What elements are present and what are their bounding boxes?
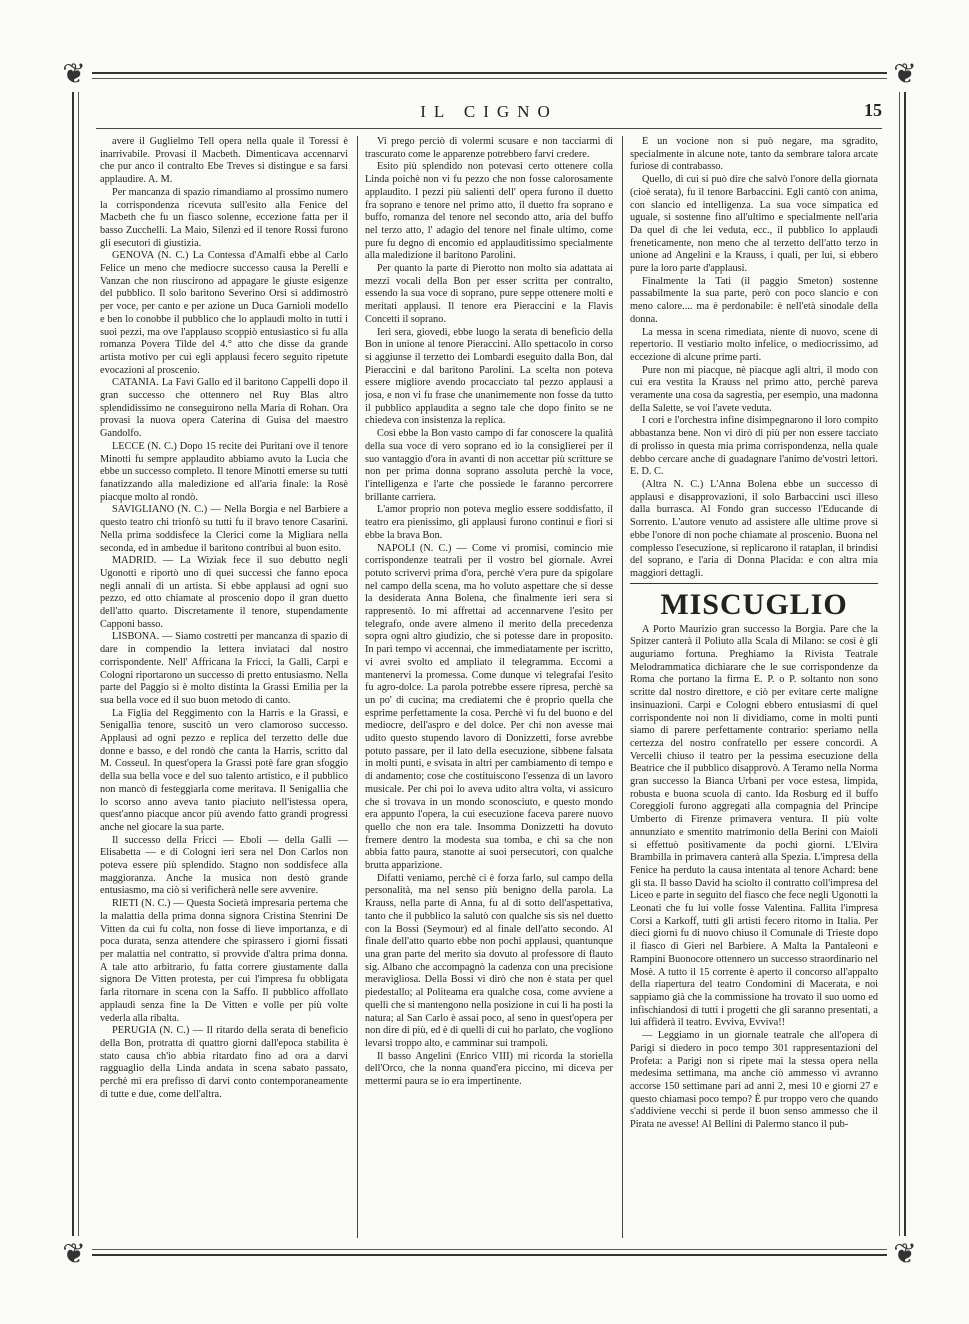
paragraph: Pure non mi piacque, nè piacque agli altri, il modo con cui era vestita la Krauss nel primo atto, perchè pareva veramente una cosa da sagrestia, per esempio, una madonna della Salette, se voi l'avete veduta.	[630, 364, 878, 414]
paragraph: Per mancanza di spazio rimandiamo al prossimo numero la corrispondenza ricevuta sull'esito alla Fenice del Macbeth che fu un fiasco solenne, eccezione fatta per il basso Zucchelli. La Maio, Silenzi ed il tenore Rossi furono gli esecutori di giustizia.	[100, 186, 348, 249]
ornament-corner-icon: ❦	[887, 56, 923, 92]
paragraph: — Leggiamo in un giornale teatrale che all'opera di Parigi si diedero in poco tempo 301 rappresentazioni del Profeta: a Parigi non si ripete mai la stessa opera nella medesima settimana, ma anche ciò ammesso vi avranno accorse 150 settimane pari ad anni 2, mesi 10 e giorni 27 e questo chiamasi poco tempo? È pur troppo vero che quando s'addiviene vecchi si perde il buon senso ammesso che il Pirata ne avesse! Al Bellini di Palermo stanco il pub-	[630, 1030, 878, 1131]
paragraph: A Porto Maurizio gran successo la Borgia. Pare che la Spitzer canterà il Poliuto alla Scala di Milano: se così è gli auguriamo fortuna. Preghiamo la Rivista Teatrale Melodrammatica dichiarare che le sue corrispondenze da Roma che portano la firma E. P. o P. soltanto non sono scritte dal nostro direttore, e ciò per evitare certe maligne insinuazioni. Carpi e Cologni ebbero entusiasmi di quel corrispondente noi non li dividiamo, come in molti punti siamo di parere perfettamente contrario: speriamo nella certezza del nostro confratello per essere concordi. A Vercelli chiuso il teatro per la pessima esecuzione della Beatrice che il pubblico disapprovò. A Teramo nella Norma gran successo la Bianca Urbani per voce estesa, limpida, robusta e buona scuola di canto. Ida Rosburg ed il buffo Coreggioli furono aggregati alla compagnia del Principe Umberto di Firenze primavera ventura. Il più volte annunziato e smentito matrimonio della Berini con Maioli si effettuò positivamente da pochi giorni. L'Elvira Brambilla in primavera canterà alla Spezia. L'impresa della Fenice ha perduto la causa intentata al tenore Achard: bene gli sta. Il basso David ha sciolto il contratto coll'impresa del Liceo e parte in seguito del fiasco che fece negli Ugonotti la Leonati che fu lui volle fosse Valentina. Fallita l'impresa Corsi a Karkoff, tutti gli artisti fecero ritorno in Italia. Per dieci giorni fu di nuovo chiuso il Comunale di Trieste dopo il fiasco di Gieri nel Barbiere. A Malta la Pantaleoni e Rampini Buonocore ottennero un successo straordinario nel Mosè. A tutto il 15 corrente è aperto il concorso all'appalto della riapertura del teatro Condomini di Macerata, e noi sappiamo già che la commissione ha trovato il suo uomo ed infischiandosi di tutti i progetti che gli saranno presentati, a lui affiderà il teatro. Evviva, Evviva!!	[630, 623, 878, 1029]
paragraph: LECCE (N. C.) Dopo 15 recite dei Puritani ove il tenore Minotti fu sempre applaudito abbiamo avuto la Lucia che ebbe un successo completo. Il tenore Minotti emerse su tutti fanatizzando alla maledizione ed all'aria finale: la Rosè piacque molto al rondò.	[100, 440, 348, 503]
ornament-corner-icon: ❦	[56, 56, 92, 92]
paragraph: PERUGIA (N. C.) — Il ritardo della serata di beneficio della Bon, protratta di quattro giorni dall'epoca stabilita è stato causa ch'io abbia ritardato fino ad ora a darvi ragguaglio della Linda andata in scena sabato passato, perchè mi era prefisso di darvi conto contemporaneamente di tutte e due, come dell'altra.	[100, 1025, 348, 1100]
paragraph: Vi prego perciò di volermi scusare e non tacciarmi di trascurato come le apparenze potrebbero farvi credere.	[365, 136, 613, 160]
journal-title: IL CIGNO	[420, 102, 558, 121]
column-2	[365, 136, 613, 1240]
paragraph: È un vocione non si può negare, ma sgradito, specialmente in alcune note, tanto da sembrare talora arcate furiose di contrabasso.	[630, 136, 878, 173]
paragraph: Il basso Angelini (Enrico VIII) mi ricorda la storiella dell'Orco, che la nonna quand'era piccino, mi diceva per mettermi paura se io era impertinente.	[365, 1050, 613, 1088]
running-header	[96, 100, 882, 129]
paragraph: Per quanto la parte di Pierotto non molto sia adattata ai mezzi vocali della Bon per esser scritta per contralto, essendo la sua voce di soprano, pure seppe ottenere molti e meritati applausi. Il tenore era Pieraccini e la Flavis Concetti il soprano.	[365, 263, 613, 325]
paragraph: Così ebbe la Bon vasto campo di far conoscere la qualità della sua voce di vero soprano ed io la consiglierei per il suo vantaggio d'ora in avanti di non accettar più scritture se non per prima donna soprano assoluta perchè la voce, l'intelligenza e l'arte che possiede le faranno percorrere brillante carriera.	[365, 428, 613, 503]
paragraph: RIETI (N. C.) — Questa Società impresaria pertema che la malattia della prima donna signora Cristina Stenrini De Vitten da cui fu colta, non fosse di lieve importanza, e di poca durata, senza attendere che spirassero i giorni fissati per malattia nel contratto, si provvide d'altra prima donna. A tale atto arbitrario, fu fatta correre giustamente dalla signora De Vitten protesta, per cui l'impresa fu obbligata farla ritornare in scena con la Saffo. Il pubblico affollato applaudì senza fine la De Vitten e volle per più volte vederla alla ribalta.	[100, 898, 348, 1024]
paragraph: Esito più splendido non potevasi certo ottenere colla Linda poichè non vi fu pezzo che non fosse calorosamente applaudito. I pezzi più salienti dell' opera furono il duetto fra soprano e tenore nel primo atto, il duetto fra soprano e buffo, romanza del tenore nel secondo atto, aria del buffo nel terzo atto, l' adagio del tenore nel finale ultimo, come pure fu degno di encomio ed applauditissimo specialmente alla maledizione il baritono Parolini.	[365, 161, 613, 262]
page-number: 15	[864, 100, 882, 120]
ornament-corner-icon: ❦	[56, 1236, 92, 1272]
ornament-corner-icon: ❦	[887, 1236, 923, 1272]
section-rule	[630, 583, 878, 584]
paragraph: CATANIA. La Favi Gallo ed il baritono Cappelli dopo il gran successo che ottennero nel Ruy Blas altro splendidissimo ne conseguirono nella Maria di Rohan. Ora provasi la nuova opera Caterina di Guisa del maestro Gandolfo.	[100, 377, 348, 440]
paragraph: Il successo della Fricci — Eboli — della Galli — Elisabetta — e di Cologni ieri sera nel Don Carlos non poteva essere più splendido. Stagno non soddisfece alla maggioranza. Anche la musica non destò grande entusiasmo, ma ciò si verificherà nelle sere avvenire.	[100, 834, 348, 897]
paragraph: SAVIGLIANO (N. C.) — Nella Borgia e nel Barbiere a questo teatro chi trionfò su tutti fu il bravo tenore Casarini. Nella prima soddisfece la Clerici come la Migliara nella seconda, ed in ambedue il baritono contribuì al buon esito.	[100, 504, 348, 554]
section-heading: MISCUGLIO	[660, 587, 848, 621]
paragraph: Difatti veniamo, perchè ci è forza farlo, sul campo della personalità, ma nel senso più benigno della parola. La Krauss, nella parte di Anna, fu al di sotto dell'aspettativa, tanto che il pubblico la salutò con qualche sis sis nel duetto con la Bossi (Seymour) ed al finale dell'atto secondo. Al finale dell'atto quarto ebbe non pochi applausi, quantunque una gran parte del merito sia dovuto al professore di flauto sig. Albano che accompagnò la cadenza con una precisione meravigliosa. Della Bossi vi dirò che non è stata per quel piedestallo; al Politeama era qualche cosa, come avviene a quelli che si mantengono nella posizione in cui li ha posti la natura; al San Carlo è assai poco, al seno in quest'opera per non dire di più, ed è di quelli di cui ho parlato, che vogliono levarsi troppo alto, e camminar sui trampoli.	[365, 872, 613, 1049]
paragraph: I cori e l'orchestra infine disimpegnarono il loro compito abbastanza bene. Non vi dirò di più per non essere tacciato di prolisso in questa mia prima corrispondenza, nella quale debbo cercare anche di guadagnare l'animo de'vostri lettori. E. D. C.	[630, 415, 878, 478]
article-body	[100, 136, 878, 1240]
paragraph: (Altra N. C.) L'Anna Bolena ebbe un successo di applausi e disapprovazioni, il solo Barbaccini uscì illeso dalla burrasca. Al Fondo gran successo l'Educande di Sorrento. L'autore venuto ad assistere alle ultime prove si ebbe l'onore di non poche chiamate al proscenio. Buona nel complesso l'esecuzione, si replicarono il rataplan, il brindisi del soprano, e l'aria di Donna Placida: e con altra mia maggiori dettagli.	[630, 478, 878, 579]
paragraph: La Figlia del Reggimento con la Harris e la Grassi, e Senigallia tenore, suscitò un vero clamoroso successo. Applausi ad ogni pezzo e replica del terzetto delle due donne e basso, e del rondò che canta la Harris, scritto dal M. Cosseul. In quest'opera la Grassi potè fare gran sfoggio della sua bella voce e del suo talento artistico, e il pubblico non mancò di festeggiarla come meritava. Il Senigallia che lo scorso anno aveva tanto piaciuto nell'istessa opera, quest'anno piacque ancor più avendo fatto grandi progressi anche nel giocare la sua parte.	[100, 707, 348, 833]
column-3	[630, 136, 878, 1240]
paragraph: Finalmente la Tati (il paggio Smeton) sostenne passabilmente la sua parte, però con poco slancio e con meno calore.... ma è perdonabile: è nell'età sinodale della donna.	[630, 275, 878, 325]
paragraph: LISBONA. — Siamo costretti per mancanza di spazio di dare in compendio la lettera inviataci dal nostro corrispondente. Nell' Affricana la Fricci, la Galli, Carpi e Cologni riportarono un successo di pretto entusiasmo. Nella parte del Paggio si è molto distinta la Grassi Emilia per la sua bella voce ed il suo buon metodo di canto.	[100, 631, 348, 706]
paragraph: GENOVA (N. C.) La Contessa d'Amalfi ebbe al Carlo Felice un meno che mediocre successo causa la Perelli e Vanzan che non riuscirono ad appagare le giuste esigenze del pubblico. Il solo baritono Severino Orsi si addimostrò per voce, per canto e per azione un Duca Garnioli modello e ben lo conobbe il pubblico che lo applaudì molto in tutti i suoi pezzi, ma ove l'applauso scoppiò entusiastico si fu alla romanza Povera Tilde del 4.° atto che disse da grande artista motivo per cui egli applausi fecero seguito ripetute evocazioni al proscenio.	[100, 250, 348, 376]
paragraph: Ieri sera, giovedì, ebbe luogo la serata di beneficio della Bon in unione al tenore Pieraccini. Allo spettacolo in corso si aggiunse il terzetto dei Lombardi eseguito dalla Bon, dal Pieraccini e dal baritono Parolini. La scelta non poteva essere migliore avendo procacciato tal pezzo applausi a josa, e non vi fu frase che unanimemente non fosse da tutto il pubblico applaudita a segno tale che dopo finito se ne chiedeva con insistenza la replica.	[365, 326, 613, 427]
paragraph: La messa in scena rimediata, niente di nuovo, scene di repertorio. Il vestiario molto infelice, o mediocrissimo, ad eccezione di alcune prime parti.	[630, 326, 878, 363]
column-1	[100, 136, 348, 1240]
paragraph: Quello, di cui si può dire che salvò l'onore della giornata (cioè serata), fu il tenore Barbaccini. Egli cantò con anima, con slancio ed intelligenza. La sua voce simpatica ed uguale, si sostenne fino all'ultimo e specialmente nell'aria Da quel dì che lei veduta, ecc., il pubblico lo applaudì freneticamente, non meno che al terzetto dell'atto terzo in unione ad Angelini e la Krauss, i quali, per lui, si ebbero pure la loro parte d'applausi.	[630, 174, 878, 275]
paragraph: avere il Guglielmo Tell opera nella quale il Toressi è inarrivabile. Provasi il Macbeth. Dimenticava accennarvi che pur anco il contralto Ebe Treves si distingue e sa farsi applaudire. A. M.	[100, 136, 348, 186]
paragraph: MADRID. — La Wiziak fece il suo debutto negli Ugonotti e riportò uno di quei successi che fanno epoca negli annali di un artista. Si ebbe applausi ad ogni suo pezzo, ed otto chiamate al proscenio dopo il gran duetto dell'atto quarto. Discretamente il tenore, stupendamente Capponi basso.	[100, 555, 348, 630]
paragraph: NAPOLI (N. C.) — Come vi promisi, comincio mie corrispondenze teatrali per il vostro bel giornale. Avrei potuto scrivervi prima d'ora, perchè v'era pure da spigolare nel campo della scena, ma ho voluto aspettare che si desse la desiderata Anna Bolena, che finalmente ieri sera si rappresentò. Io mi affrettai ad accennarvene l'esito per telegrafo, onde avere almeno il merito della precedenza sopra ogni altro giudizio, che si potesse dare in proposito. In pari tempo vi accennai, che immediatamente per iscritto, vi avrei svolto ed ampliato il telegramma. Eccomi a mantenervi la promessa. Come dunque vi telegrafai l'esito fu agro-dolce. La parola potrebbe essere ripresa, perchè sa un po' di cucina; ma crediatemi che è proprio quella che esprime perfettamente la cosa. Perchè vi fu del buono e del mediocre, dell'aspro e del dolce. Per chi non avesse mai udito questo stupendo lavoro di Donizzetti, forse avrebbe potuto passare, per il lato della esecuzione, sibbene falsata in molti punti, e svisata in altri per cambiamento di tempo e di andamento; cose che costituiscono l'essenza di un lavoro musicale. Per chi poi lo aveva udito altra volta, vi assicuro che si trovava in un mondo sconosciuto, e questo mondo era appunto l'opera, la cui esecuzione faceva parere nuovo quello che non era tale. Insomma Donizzetti ha dovuto fremere dentro la modesta sua tomba, e chi sa che non abbia fatto paura, stanotte ai suoi persecutori, con qualche brutta apparizione.	[365, 542, 613, 872]
paragraph: L'amor proprio non poteva meglio essere soddisfatto, il teatro era pienissimo, gli applausi furono continui e fiori si ebbe la brava Bon.	[365, 504, 613, 541]
